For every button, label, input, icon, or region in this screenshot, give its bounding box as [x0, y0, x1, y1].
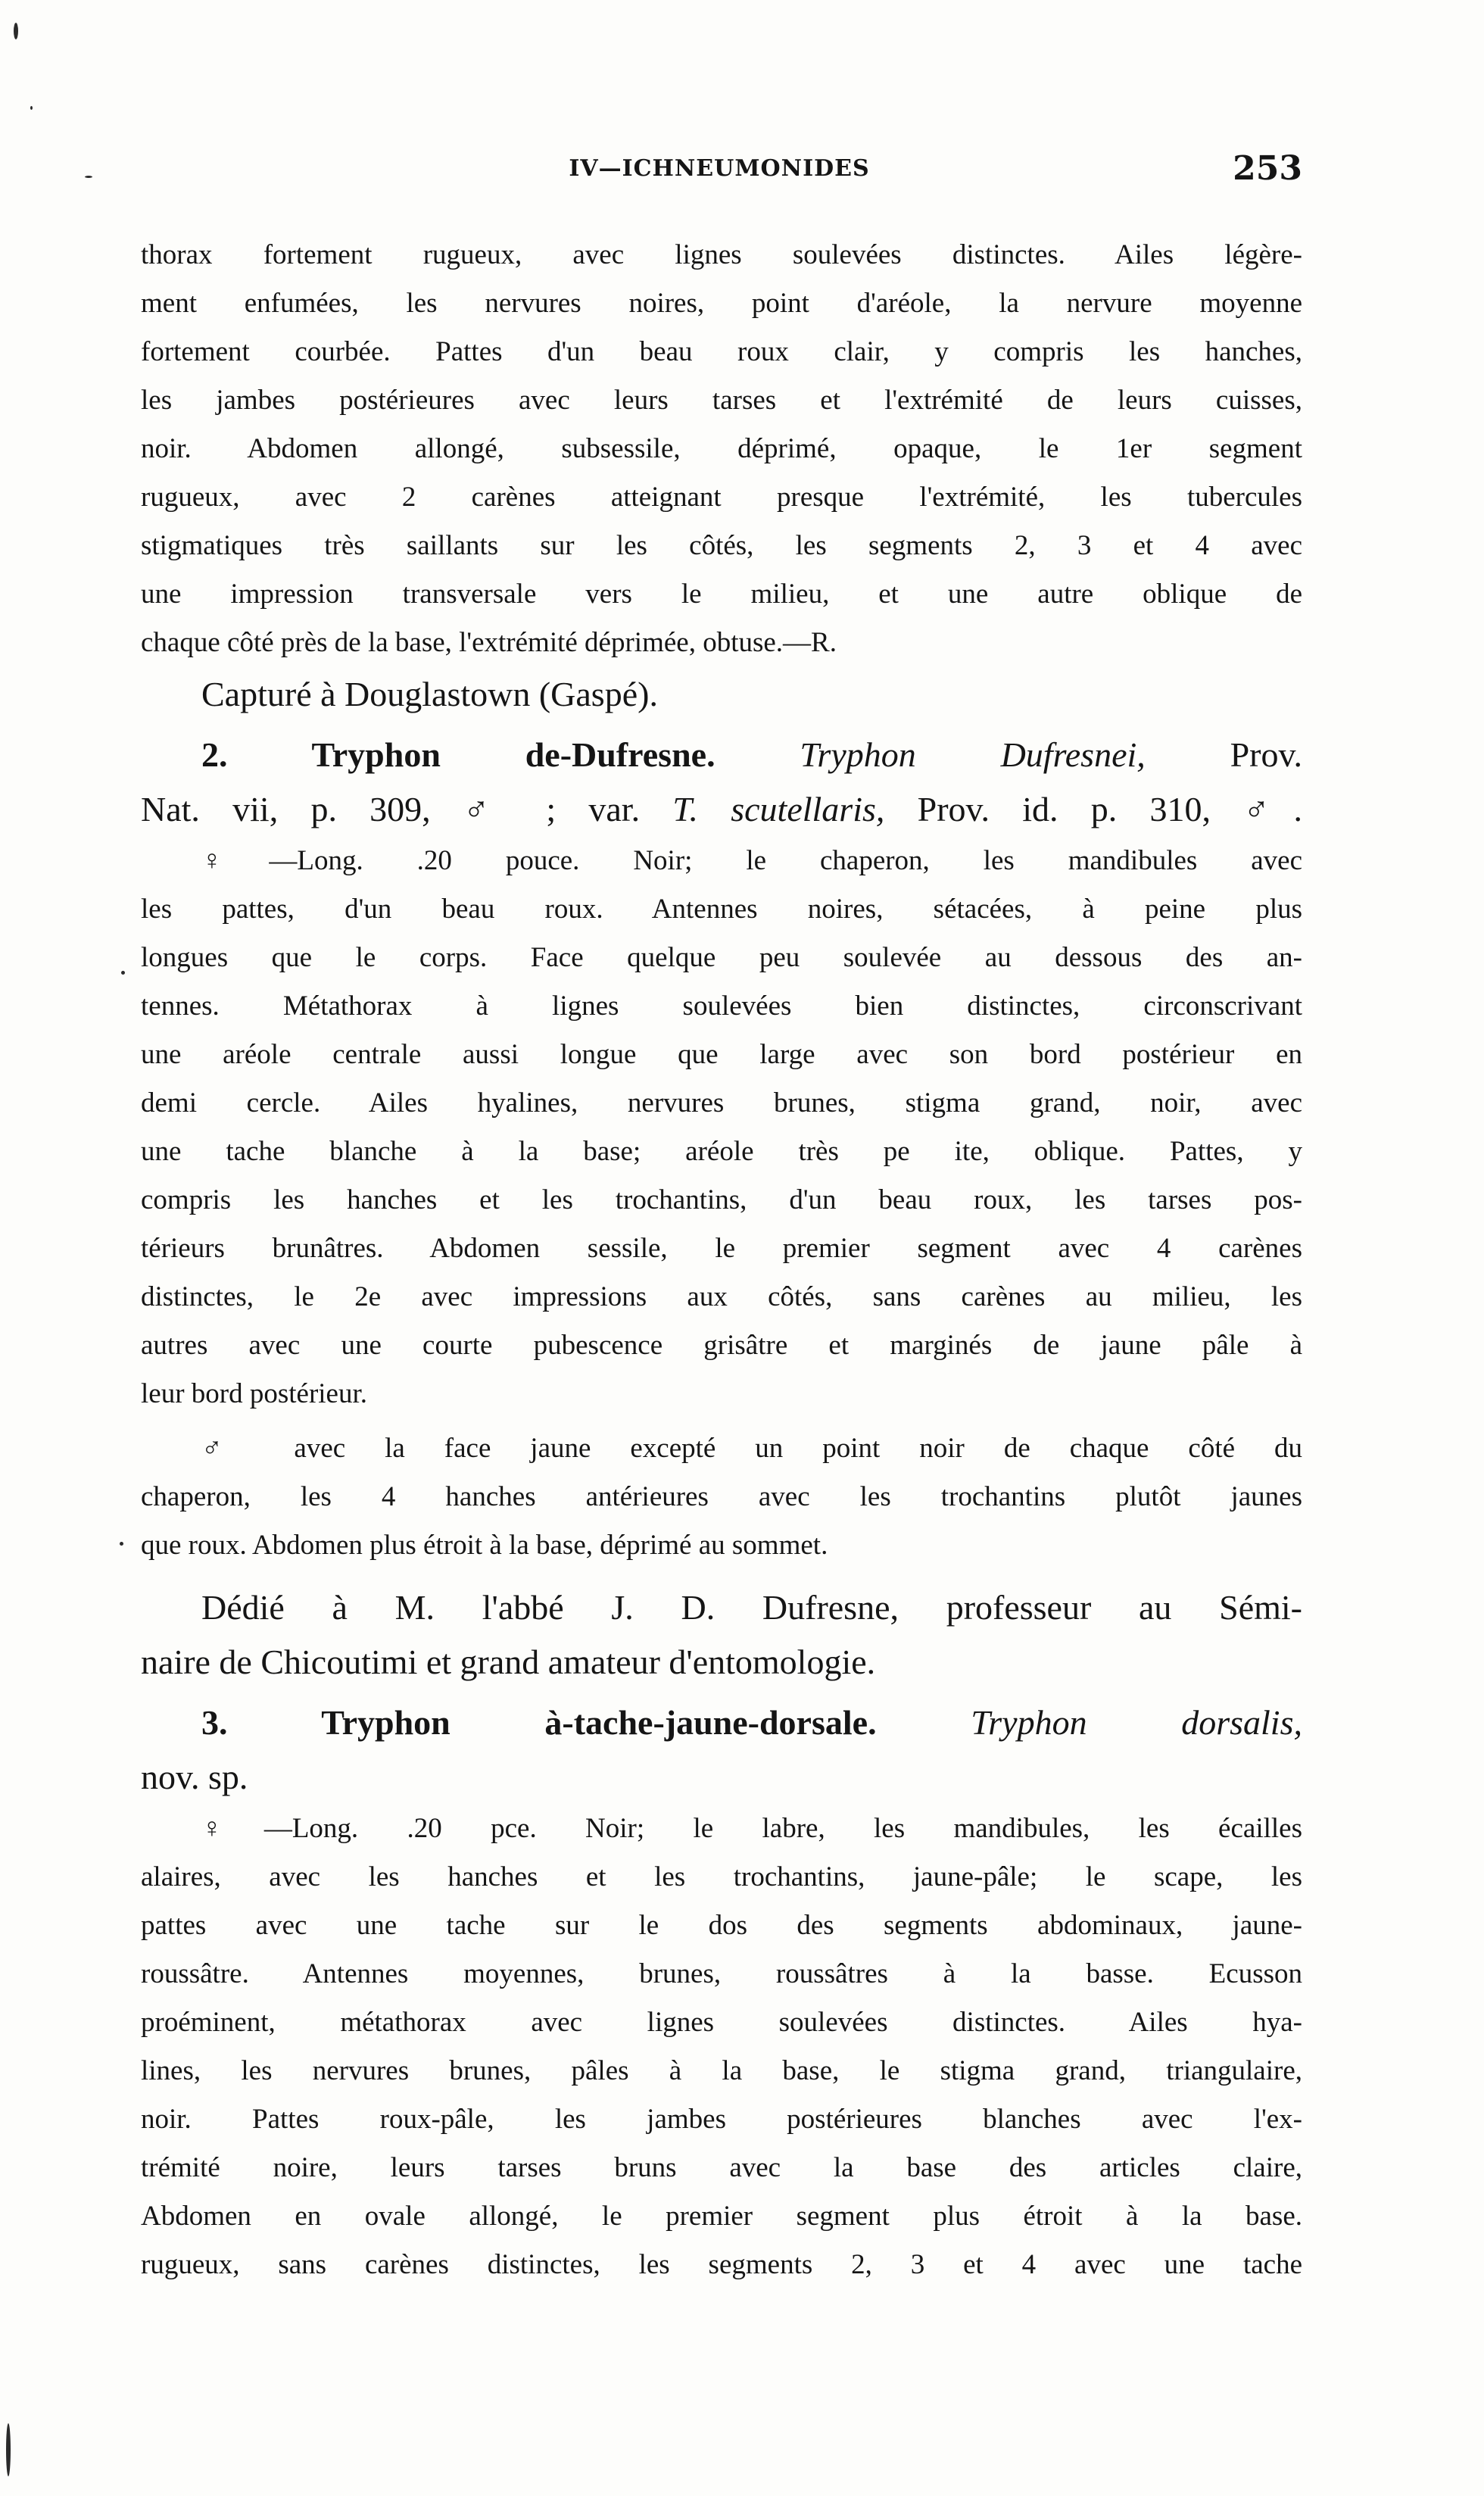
text-line: ♀—Long. .20 pce. Noir; le labre, les mandibules, les écailles — [201, 1813, 1302, 1844]
text-line: une tache blanche à la base; aréole très pe ite, oblique. Pattes, y — [141, 1136, 1302, 1167]
scan-speck — [85, 176, 92, 178]
species-name: 2. Tryphon de-Dufresne. — [201, 735, 716, 774]
text-line: thorax fortement rugueux, avec lignes soulevées distinctes. Ailes légère- — [141, 239, 1302, 270]
text-line: distinctes, le 2e avec impressions aux côtés, sans carènes au milieu, les — [141, 1281, 1302, 1312]
species-heading-2 — [141, 728, 1302, 837]
text-line: stigmatiques très saillants sur les côtés, les segments 2, 3 et 4 avec — [141, 530, 1302, 561]
species-heading-3 — [141, 1696, 1302, 1805]
text-line: tennes. Métathorax à lignes soulevées bien distinctes, circonscrivant — [141, 991, 1302, 1022]
text-line: ♀—Long. .20 pouce. Noir; le chaperon, les mandibules avec — [201, 845, 1302, 876]
text-line: naire de Chicoutimi et grand amateur d'entomologie. — [141, 1643, 876, 1681]
text-line: roussâtre. Antennes moyennes, brunes, roussâtres à la basse. Ecusson — [141, 1958, 1302, 1989]
text-line: proéminent, métathorax avec lignes soulevées distinctes. Ailes hya- — [141, 2007, 1302, 2038]
text-line: alaires, avec les hanches et les trochantins, jaune-pâle; le scape, les — [141, 1861, 1302, 1892]
reference-text: Prov. id. p. 310, ♂. — [917, 790, 1302, 828]
text-line: lines, les nervures brunes, pâles à la base, le stigma grand, triangulaire, — [141, 2055, 1302, 2086]
species-title-line — [141, 1696, 1302, 1750]
text-line: ♂ avec la face jaune excepté un point noir de chaque côté du — [201, 1433, 1302, 1464]
text-line: les jambes postérieures avec leurs tarses et l'extrémité de leurs cuisses, — [141, 385, 1302, 416]
paragraph-female-description — [141, 837, 1302, 1418]
reference-text: Nat. vii, p. 309, ♂ ; var. — [141, 790, 641, 828]
text-line: leur bord postérieur. — [141, 1378, 367, 1409]
text-line: Abdomen en ovale allongé, le premier segment plus étroit à la base. — [141, 2201, 1302, 2232]
text-line: que roux. Abdomen plus étroit à la base, déprimé au sommet. — [141, 1530, 828, 1561]
species-title-line — [141, 728, 1302, 782]
text-line: autres avec une courte pubescence grisâtre et marginés de jaune pâle à — [141, 1330, 1302, 1361]
scan-speck — [14, 23, 18, 39]
paragraph-male-description — [141, 1424, 1302, 1570]
scan-speck — [120, 1542, 123, 1546]
text-line: une impression transversale vers le milieu, et une autre oblique de — [141, 579, 1302, 610]
text-line: une aréole centrale aussi longue que large avec son bord postérieur en — [141, 1039, 1302, 1070]
text-line: demi cercle. Ailes hyalines, nervures brunes, stigma grand, noir, avec — [141, 1087, 1302, 1119]
species-latin-name: Tryphon dorsalis, — [971, 1703, 1302, 1742]
text-line: compris les hanches et les trochantins, d'un beau roux, les tarses pos- — [141, 1184, 1302, 1215]
scan-speck — [6, 2423, 11, 2476]
species-reference: Prov. — [1230, 735, 1303, 774]
text-line: les pattes, d'un beau roux. Antennes noires, sétacées, à peine plus — [141, 894, 1302, 925]
text-line: fortement courbée. Pattes d'un beau roux clair, y compris les hanches, — [141, 336, 1302, 367]
species-reference-line: nov. sp. — [141, 1758, 248, 1796]
text-line: rugueux, sans carènes distinctes, les segments 2, 3 et 4 avec une tache — [141, 2249, 1302, 2280]
text-line: rugueux, avec 2 carènes atteignant presque l'extrémité, les tubercules — [141, 482, 1302, 513]
species-reference-line — [141, 782, 1302, 837]
text-line: térieurs brunâtres. Abdomen sessile, le premier segment avec 4 carènes — [141, 1233, 1302, 1264]
page-header — [136, 149, 1302, 201]
page-body — [141, 231, 1302, 2289]
text-line: noir. Pattes roux-pâle, les jambes postérieures blanches avec l'ex- — [141, 2104, 1302, 2135]
capture-locality: Capturé à Douglastown (Gaspé). — [201, 675, 658, 713]
text-line: chaque côté près de la base, l'extrémité déprimée, obtuse.—R. — [141, 627, 837, 658]
species-latin-name: Tryphon Dufresnei, — [800, 735, 1146, 774]
text-line: Dédié à M. l'abbé J. D. Dufresne, professeur au Sémi- — [201, 1588, 1302, 1627]
text-line: pattes avec une tache sur le dos des segments abdominaux, jaune- — [141, 1910, 1302, 1941]
text-line: noir. Abdomen allongé, subsessile, déprimé, opaque, le 1er segment — [141, 433, 1302, 464]
scan-speck — [121, 971, 125, 975]
dedication — [141, 1580, 1302, 1689]
paragraph-description-end — [141, 231, 1302, 667]
paragraph-species3-description — [141, 1805, 1302, 2289]
scan-speck — [30, 106, 33, 110]
text-line: longues que le corps. Face quelque peu soulevée au dessous des an- — [141, 942, 1302, 973]
page-number: 253 — [1233, 149, 1302, 188]
variety-latin-name: T. scutellaris, — [672, 790, 885, 828]
text-line: trémité noire, leurs tarses bruns avec la base des articles claire, — [141, 2152, 1302, 2183]
running-head: IV—ICHNEUMONIDES — [569, 155, 870, 182]
species-name: 3. Tryphon à-tache-jaune-dorsale. — [201, 1703, 877, 1742]
text-line: ment enfumées, les nervures noires, point d'aréole, la nervure moyenne — [141, 288, 1302, 319]
text-line: chaperon, les 4 hanches antérieures avec les trochantins plutôt jaunes — [141, 1481, 1302, 1512]
